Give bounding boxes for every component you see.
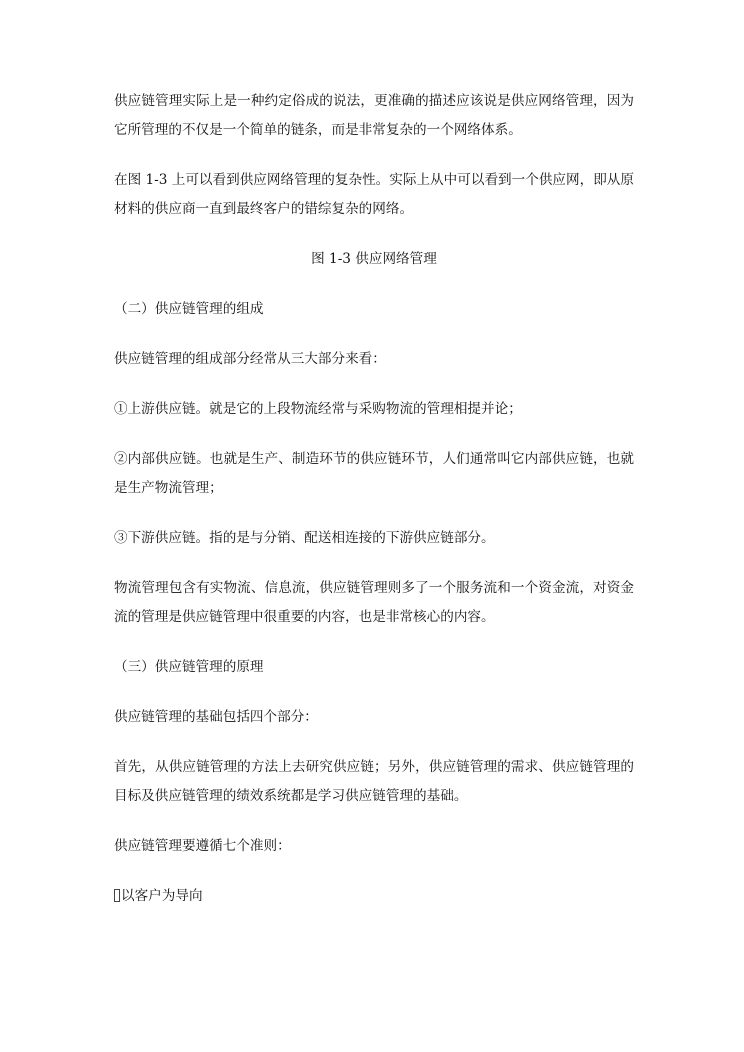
document-body: [114, 87, 634, 932]
paragraph-foundation-detail: 首先，从供应链管理的方法上去研究供应链；另外，供应链管理的需求、供应链管理的目标及供应链管理的绩效系统都是学习供应链管理的基础。: [114, 759, 634, 804]
paragraph-supply-network: 供应链管理实际上是一种约定俗成的说法，更准确的描述应该说是供应网络管理，因为它所管理的不仅是一个简单的链条，而是非常复杂的一个网络体系。: [114, 93, 634, 138]
list-item-internal: ②内部供应链。也就是生产、制造环节的供应链环节，人们通常叫它内部供应链，也就是生产物流管理；: [114, 451, 634, 496]
list-item-customer-oriented: [114, 882, 634, 911]
list-item-customer-oriented-text: 以客户为导向: [121, 888, 203, 904]
paragraph-foundation-intro: 供应链管理的基础包括四个部分：: [114, 709, 318, 725]
missing-glyph-icon: [114, 889, 120, 902]
paragraph-figure-reference: 在图 1-3 上可以看到供应网络管理的复杂性。实际上从中可以看到一个供应网，即从原材料的供应商一直到最终客户的错综复杂的网络。: [114, 172, 634, 217]
list-item-downstream: ③下游供应链。指的是与分销、配送相连接的下游供应链部分。: [114, 530, 495, 546]
section-heading-principles: （三）供应链管理的原理: [114, 659, 264, 675]
paragraph-composition-intro: 供应链管理的组成部分经常从三大部分来看：: [114, 351, 386, 367]
list-item-upstream: ①上游供应链。就是它的上段物流经常与采购物流的管理相提并论；: [114, 401, 522, 417]
section-heading-composition: （二）供应链管理的组成: [114, 301, 264, 317]
paragraph-seven-rules: 供应链管理要遵循七个准则：: [114, 838, 291, 854]
figure-caption: 图 1-3 供应网络管理: [311, 251, 437, 267]
paragraph-flows: 物流管理包含有实物流、信息流，供应链管理则多了一个服务流和一个资金流，对资金流的管理是供应链管理中很重要的内容，也是非常核心的内容。: [114, 580, 634, 625]
